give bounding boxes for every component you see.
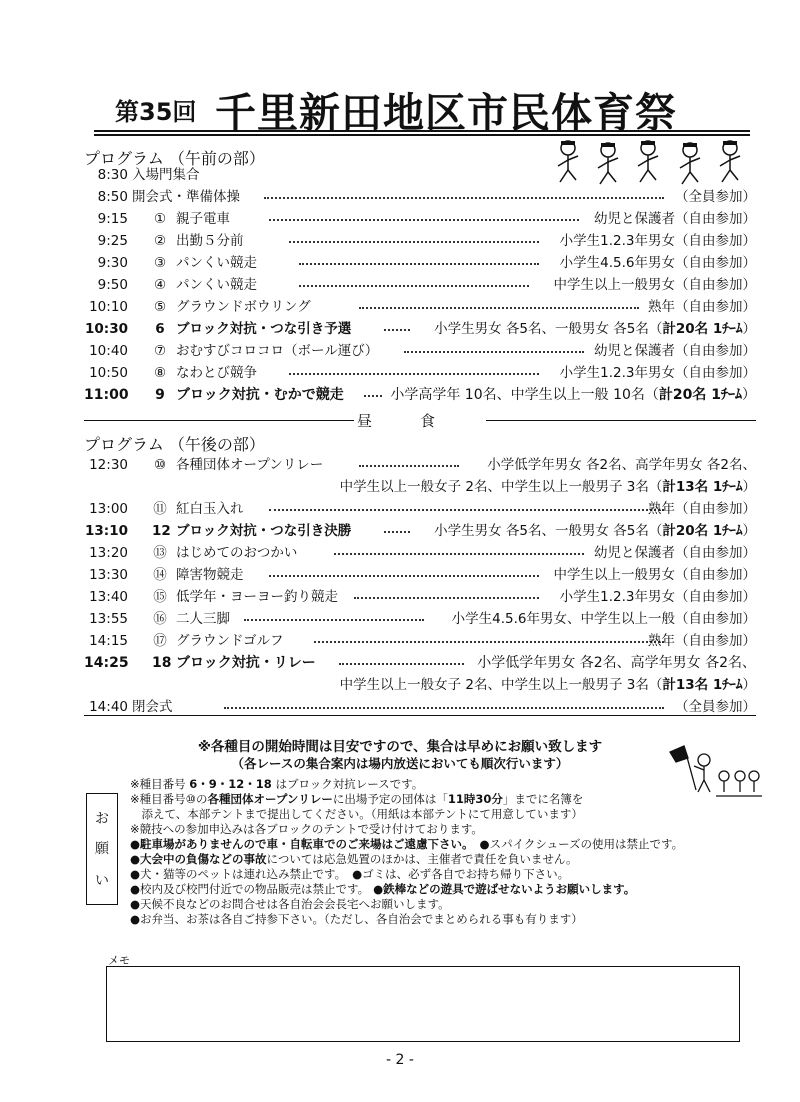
row-number: 18 (152, 655, 172, 671)
row-participants: 小学生1.2.3年男女（自由参加） (559, 233, 756, 249)
row-event: パンくい競走 (176, 277, 257, 293)
request-char: 願 (95, 841, 109, 857)
program-row-continued (84, 477, 756, 498)
row-time: 14:25 (84, 655, 129, 671)
program-row-continued (84, 675, 756, 696)
row-participants: 中学生以上一般男女（自由参加） (553, 277, 756, 293)
row-participants-close: ） (742, 523, 756, 539)
row-time: 13:55 (89, 611, 128, 627)
leader-dots (314, 641, 664, 643)
leader-dots (264, 197, 664, 199)
row-participants: 小学低学年男女 各2名、高学年男女 各2名、 (487, 457, 756, 473)
row-team-size: 計20名 1ﾁｰﾑ (658, 387, 742, 403)
row-number: ⑩ (153, 457, 167, 473)
program-row-block-race (84, 319, 756, 340)
leader-dots (364, 395, 382, 397)
row-event: 親子電車 (176, 211, 230, 227)
row-event: パンくい競走 (176, 255, 257, 271)
leader-dots (339, 663, 464, 665)
row-event: 閉会式 (132, 699, 173, 715)
row-participants: 小学低学年男女 各2名、高学年男女 各2名、 (477, 655, 756, 671)
note-emphasis: 各種団体オープンリレー (207, 792, 333, 806)
note-line: 添えて、本部テントまで提出してください。（用紙は本部テントにて用意しています） (130, 807, 583, 821)
event-edition: 第35回 (115, 98, 197, 126)
program-row (84, 543, 756, 564)
program-row (84, 609, 756, 630)
row-participants-close: ） (742, 321, 756, 337)
row-participants-close: ） (742, 387, 756, 403)
row-number: ⑧ (153, 365, 167, 381)
row-time: 9:25 (97, 233, 128, 249)
row-event: 出勤５分前 (176, 233, 244, 249)
note-line (130, 867, 569, 882)
program-row (84, 231, 756, 252)
title-underline (94, 130, 750, 136)
leader-dots (384, 329, 410, 331)
row-number: ③ (153, 255, 167, 271)
note-emphasis: 6・9・12・18 (189, 777, 272, 791)
row-participants (434, 319, 756, 340)
row-time: 12:30 (89, 457, 128, 473)
afternoon-program-heading: プログラム （午後の部） (84, 435, 265, 454)
row-event: 各種団体オープンリレー (176, 457, 324, 473)
program-row (84, 253, 756, 274)
note-line: ●天候不良などのお問合せは各自治会会長宅へお願いします。 (130, 897, 450, 911)
leader-dots (359, 465, 459, 467)
row-number: 12 (152, 523, 171, 539)
note-emphasis: ●鉄棒などの遊具で遊ばせないようお願いします。 (373, 882, 636, 896)
row-participants: 中学生以上一般男女（自由参加） (553, 567, 756, 583)
row-time: 8:50 (97, 189, 128, 205)
row-participants-detail: 中学生以上一般女子 2名、中学生以上一般男子 3名（ (339, 479, 663, 495)
note-text: ●ゴミは、必ず各自でお持ち帰り下さい。 (352, 867, 570, 881)
note-text: はブロック対抗レースです。 (271, 777, 424, 791)
row-time: 9:15 (97, 211, 128, 227)
row-number: ⑦ (153, 343, 167, 359)
row-participants: 小学生4.5.6年男女、中学生以上一般（自由参加） (451, 611, 756, 627)
row-number: 9 (155, 387, 165, 403)
row-number: ⑪ (153, 501, 167, 517)
row-time: 11:00 (84, 387, 129, 403)
note-text: については応急処置のほかは、主催者で責任を負いません。 (266, 852, 578, 866)
row-time: 10:10 (89, 299, 128, 315)
program-row (84, 341, 756, 362)
note-text: ※種目番号⑩の (130, 792, 208, 806)
program-bottom-rule (84, 715, 756, 716)
row-event: おむすびコロコロ（ボール運び） (176, 343, 379, 359)
morning-program-heading: プログラム （午前の部） (84, 149, 265, 168)
row-team-size: 計20名 1ﾁｰﾑ (662, 523, 743, 539)
announcement-notice: （各レースの集合案内は場内放送においても順次行います） (231, 756, 569, 771)
row-event: グラウンドボウリング (176, 299, 311, 315)
row-event: 低学年・ヨーヨー釣り競走 (176, 589, 338, 605)
row-participants: 幼児と保護者（自由参加） (594, 343, 756, 359)
row-time: 14:15 (89, 633, 128, 649)
leader-dots (289, 241, 539, 243)
row-participants: （全員参加） (675, 189, 756, 205)
row-time: 13:10 (85, 523, 128, 539)
row-number: 6 (155, 321, 165, 337)
program-row (84, 297, 756, 318)
leader-dots (289, 373, 539, 375)
row-participants (340, 675, 756, 696)
row-time: 13:00 (89, 501, 128, 517)
row-number: ① (153, 211, 167, 227)
note-line: ●お弁当、お茶は各自ご持参下さい。（ただし、各自治会でまとめられる事も有ります） (130, 912, 583, 926)
row-team-size: 計13名 1ﾁｰﾑ (662, 479, 743, 495)
row-participants-close: ） (742, 479, 756, 495)
leader-dots (299, 285, 529, 287)
note-text: に出場予定の団体は「 (332, 792, 448, 806)
timing-notice: ※各種目の開始時間は目安ですので、集合は早めにお願い致します (197, 739, 603, 755)
row-participants: 小学生4.5.6年男女（自由参加） (559, 255, 756, 271)
row-participants: 幼児と保護者（自由参加） (594, 545, 756, 561)
row-participants: 熟年（自由参加） (648, 299, 756, 315)
note-text: ●スパイクシューズの使用は禁止です。 (479, 837, 684, 851)
row-participants: 熟年（自由参加） (648, 501, 756, 517)
leader-dots (269, 509, 664, 511)
note-line (130, 882, 635, 897)
row-participants-detail: 小学生男女 各5名、一般男女 各5名（ (434, 523, 663, 539)
row-time: 10:30 (85, 321, 128, 337)
row-participants: 幼児と保護者（自由参加） (594, 211, 756, 227)
note-line (130, 837, 683, 852)
row-number: ⑯ (153, 611, 167, 627)
program-row-block-race (84, 521, 756, 542)
note-text: ●校内及び校門付近での物品販売は禁止です。 (130, 882, 370, 896)
row-event: 障害物競走 (176, 567, 244, 583)
page-title: 千里新田地区市民体育祭 (215, 89, 677, 137)
note-text: ●犬・猫等のペットは連れ込み禁止です。 (130, 867, 347, 881)
row-participants-detail: 小学高学年 10名、中学生以上一般 10名（ (390, 387, 659, 403)
row-number: ⑭ (153, 567, 167, 583)
row-event: 二人三脚 (176, 611, 230, 627)
row-event: ブロック対抗・つな引き予選 (176, 321, 352, 337)
program-row-block-race (84, 385, 756, 406)
row-team-size: 計20名 1ﾁｰﾑ (662, 321, 743, 337)
program-row-block-race (84, 653, 756, 674)
note-line: ※競技への参加申込みは各ブロックのテントで受け付けております。 (130, 822, 483, 836)
row-event: 紅白玉入れ (176, 501, 244, 517)
row-participants (340, 477, 756, 498)
program-row (84, 275, 756, 296)
note-emphasis: 11時30分 (447, 792, 503, 806)
row-participants (390, 385, 756, 406)
flag-children-illustration (666, 740, 762, 802)
lunch-rule-right (486, 420, 756, 421)
leader-dots (334, 553, 584, 555)
row-event: なわとび競争 (176, 365, 257, 381)
row-number: ⑮ (153, 589, 167, 605)
program-row (84, 209, 756, 230)
row-time: 8:30 (97, 167, 128, 183)
leader-dots (244, 619, 424, 621)
row-time: 14:40 (89, 699, 128, 715)
row-event: ブロック対抗・むかで競走 (176, 387, 344, 403)
row-time: 10:40 (89, 343, 128, 359)
program-row (84, 363, 756, 384)
row-event: ブロック対抗・つな引き決勝 (176, 523, 352, 539)
row-participants-detail: 中学生以上一般女子 2名、中学生以上一般男子 3名（ (339, 677, 663, 693)
row-participants: 熟年（自由参加） (648, 633, 756, 649)
leader-dots (224, 707, 664, 709)
leader-dots (269, 219, 579, 221)
program-row (84, 631, 756, 652)
row-event: ブロック対抗・リレー (176, 655, 316, 671)
program-row (84, 499, 756, 520)
row-time: 9:30 (97, 255, 128, 271)
page-number: - 2 - (386, 1052, 414, 1068)
note-text: ※種目番号 (130, 777, 190, 791)
leader-dots (359, 307, 639, 309)
row-participants: （全員参加） (675, 699, 756, 715)
program-row (84, 187, 756, 208)
row-time: 13:40 (89, 589, 128, 605)
program-row (84, 165, 756, 186)
leader-dots (299, 263, 539, 265)
row-participants: 小学生1.2.3年男女（自由参加） (559, 589, 756, 605)
note-line (130, 852, 578, 867)
row-event: 開会式・準備体操 (132, 189, 240, 205)
row-event: グラウンドゴルフ (176, 633, 284, 649)
row-participants: 小学生1.2.3年男女（自由参加） (559, 365, 756, 381)
request-char: い (95, 873, 109, 889)
row-time: 13:30 (89, 567, 128, 583)
request-label-box (86, 793, 118, 905)
request-char: お (95, 811, 109, 827)
memo-label: メモ (108, 954, 130, 967)
note-line (130, 777, 423, 792)
row-number: ② (153, 233, 167, 249)
row-number: ④ (153, 277, 167, 293)
row-time: 13:20 (89, 545, 128, 561)
leader-dots (354, 597, 539, 599)
row-number: ⑤ (153, 299, 167, 315)
row-number: ⑰ (153, 633, 167, 649)
memo-box (106, 966, 740, 1042)
row-event: 入場門集合 (132, 167, 200, 183)
row-participants-close: ） (742, 677, 756, 693)
note-emphasis: ●駐車場がありませんので車・自転車でのご来場はご遠慮下さい。 (130, 837, 474, 851)
row-participants-detail: 小学生男女 各5名、一般男女 各5名（ (434, 321, 663, 337)
row-time: 9:50 (97, 277, 128, 293)
row-number: ⑬ (153, 545, 167, 561)
lunch-break (84, 410, 756, 431)
leader-dots (269, 575, 539, 577)
row-time: 10:50 (89, 365, 128, 381)
program-row (84, 587, 756, 608)
lunch-label: 昼食 (356, 412, 483, 430)
row-event: はじめてのおつかい (176, 545, 298, 561)
note-emphasis: ●大会中の負傷などの事故 (130, 852, 267, 866)
leader-dots (384, 531, 410, 533)
program-row (84, 565, 756, 586)
program-row (84, 455, 756, 476)
note-line (130, 792, 583, 807)
row-team-size: 計13名 1ﾁｰﾑ (662, 677, 743, 693)
row-participants (434, 521, 756, 542)
leader-dots (404, 351, 584, 353)
note-text: 」までに名簿を (502, 792, 584, 806)
